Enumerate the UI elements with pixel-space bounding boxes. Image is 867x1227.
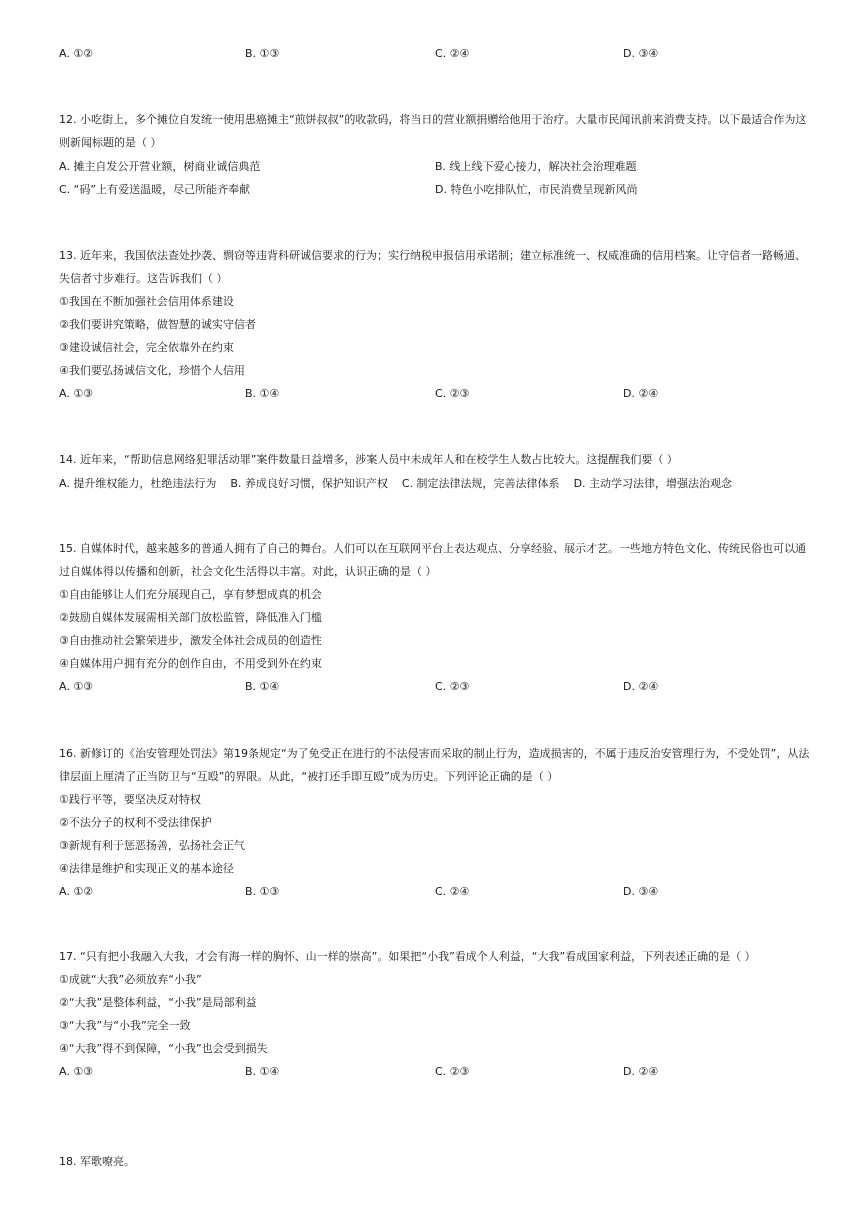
option-d: D. ②④: [623, 680, 659, 693]
option-a: A. 提升维权能力，杜绝违法行为: [59, 476, 217, 490]
question-12: [59, 108, 815, 200]
option-a: A. ①③: [59, 387, 94, 400]
question-15-options: [59, 675, 815, 698]
option-c: C. ②③: [435, 680, 470, 693]
option-c: C. ②③: [435, 387, 470, 400]
question-16: [59, 742, 815, 903]
question-14: [59, 448, 815, 494]
statement-2: ②不法分子的权利不受法律保护: [59, 816, 212, 829]
option-a: A. ①②: [59, 885, 94, 898]
option-b: B. ①③: [245, 885, 280, 898]
option-c: C. ②④: [435, 885, 470, 898]
statement-3: ③新规有利于惩恶扬善，弘扬社会正气: [59, 839, 245, 852]
statement-4: ④法律是维护和实现正义的基本途径: [59, 862, 234, 875]
option-b: B. ①④: [245, 680, 280, 693]
statement-4: ④“大我”得不到保障，“小我”也会受到损失: [59, 1042, 268, 1055]
question-13: [59, 244, 815, 405]
question-12-stem: 12. 小吃街上，多个摊位自发统一使用患癌摊主“煎饼叔叔”的收款码，将当日的营业额捐赠给他用于治疗。大量市民闻讯前来消费支持。以下最适合作为这则新闻标题的是（ ）: [59, 113, 807, 149]
question-17-options: [59, 1060, 815, 1083]
option-b: B. ①③: [245, 47, 280, 60]
option-b: B. ①④: [245, 387, 280, 400]
question-12-options-row2: [59, 177, 815, 200]
top-options: [59, 42, 815, 65]
option-c: C. ②③: [435, 1065, 470, 1078]
statement-4: ④自媒体用户拥有充分的创作自由，不用受到外在约束: [59, 657, 322, 670]
statement-1: ①自由能够让人们充分展现自己，享有梦想成真的机会: [59, 588, 322, 601]
option-b: B. ①④: [245, 1065, 280, 1078]
statement-3: ③“大我”与“小我”完全一致: [59, 1019, 191, 1032]
statement-3: ③自由推动社会繁荣进步，激发全体社会成员的创造性: [59, 634, 322, 647]
option-d: D. ③④: [623, 47, 659, 60]
question-16-options: [59, 880, 815, 903]
statement-2: ②“大我”是整体利益，“小我”是局部利益: [59, 996, 257, 1009]
statement-1: ①我国在不断加强社会信用体系建设: [59, 295, 234, 308]
question-14-options: [59, 471, 815, 494]
question-17: [59, 945, 815, 1083]
option-d: D. ②④: [623, 387, 659, 400]
option-c: C. “码”上有爱送温暖，尽己所能齐奉献: [59, 182, 251, 196]
option-b: B. 线上线下爱心接力，解决社会治理难题: [435, 159, 637, 173]
question-12-options-row1: [59, 154, 815, 177]
question-18-stem: 18. 军歌嘹亮。: [59, 1155, 135, 1168]
option-c: C. 制定法律法规，完善法律体系: [401, 476, 560, 490]
option-d: D. 主动学习法律，增强法治观念: [573, 476, 733, 490]
question-13-stem: 13. 近年来，我国依法查处抄袭、剽窃等违背科研诚信要求的行为；实行纳税申报信用承诺制；建立标准统一、权威准确的信用档案。让守信者一路畅通、失信者寸步难行。这告诉我们（ ）: [59, 249, 806, 285]
statement-1: ①践行平等，要坚决反对特权: [59, 793, 201, 806]
statement-2: ②我们要讲究策略，做智慧的诚实守信者: [59, 318, 256, 331]
statement-2: ②鼓励自媒体发展需相关部门放松监管，降低准入门槛: [59, 611, 322, 624]
statement-1: ①成就“大我”必须放弃“小我”: [59, 973, 202, 986]
question-17-stem: 17. “只有把小我融入大我，才会有海一样的胸怀、山一样的崇高”。如果把“小我”看成个人利益，“大我”看成国家利益，下列表述正确的是（ ）: [59, 950, 756, 963]
option-b: B. 养成良好习惯，保护知识产权: [230, 476, 388, 490]
question-15-stem: 15. 自媒体时代，越来越多的普通人拥有了自己的舞台。人们可以在互联网平台上表达观点、分享经验、展示才艺。一些地方特色文化、传统民俗也可以通过自媒体得以传播和创新，社会文化生活得以丰富。对此，认识正确的是（ ）: [59, 542, 806, 578]
option-a: A. ①③: [59, 680, 94, 693]
question-14-stem: 14. 近年来，“帮助信息网络犯罪活动罪”案件数量日益增多，涉案人员中未成年人和在校学生人数占比较大。这提醒我们要（ ）: [59, 453, 678, 466]
question-15: [59, 537, 815, 698]
statement-3: ③建设诚信社会，完全依靠外在约束: [59, 341, 234, 354]
question-13-options: [59, 382, 815, 405]
option-a: A. ①②: [59, 47, 94, 60]
option-a: A. 摊主自发公开营业额，树商业诚信典范: [59, 159, 261, 173]
option-d: D. ③④: [623, 885, 659, 898]
option-a: A. ①③: [59, 1065, 94, 1078]
option-d: D. ②④: [623, 1065, 659, 1078]
question-18: [59, 1150, 815, 1173]
option-c: C. ②④: [435, 47, 470, 60]
question-16-stem: 16. 新修订的《治安管理处罚法》第19条规定“为了免受正在进行的不法侵害而采取的制止行为，造成损害的，不属于违反治安管理行为，不受处罚”，从法律层面上厘清了正当防卫与“互殴”的界限。从此，“被打还手即互殴”成为历史。下列评论正确的是（ ）: [59, 747, 810, 783]
statement-4: ④我们要弘扬诚信文化，珍惜个人信用: [59, 364, 245, 377]
top-options-row: [59, 42, 815, 65]
option-d: D. 特色小吃排队忙，市民消费呈现新风尚: [435, 182, 638, 196]
